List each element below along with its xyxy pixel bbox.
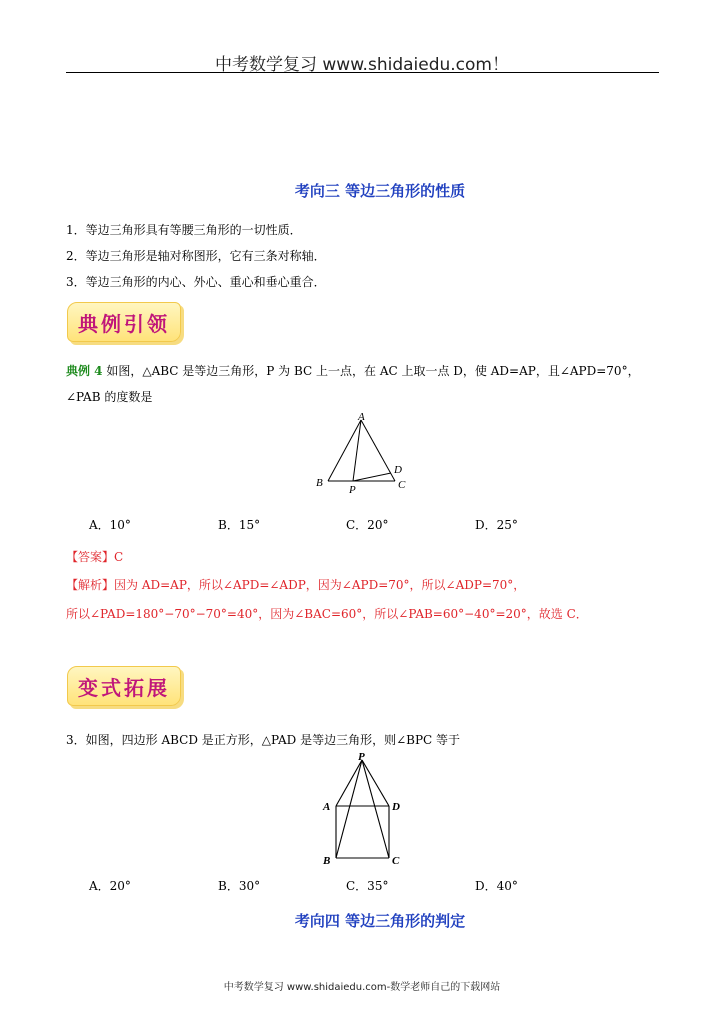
example4-question-line2: ∠PAB 的度数是	[66, 390, 153, 404]
footer-text: 中考数学复习 www.shidaiedu.com-数学老师自己的下载网站	[223, 982, 501, 993]
example4-question-text: 如图，△ABC 是等边三角形，P 为 BC 上一点，在 AC 上取一点 D，使 AD=AP，且∠APD=70°，	[102, 364, 640, 378]
example-banner: 典例引领	[67, 302, 181, 342]
example4-option-b: B．15°	[218, 518, 261, 532]
label-d: D	[392, 801, 400, 813]
exercise3-option-d: D．40°	[475, 879, 518, 893]
label-a: A	[323, 801, 331, 813]
label-c: C	[392, 855, 400, 867]
label-d: D	[394, 464, 402, 476]
property-point-3: 3．等边三角形的内心、外心、重心和垂心重合．	[66, 275, 326, 289]
header-title: 中考数学复习 www.shidaiedu.com！	[215, 55, 509, 75]
example4-option-a: A．10°	[89, 518, 131, 532]
exercise3-option-b: B．30°	[218, 879, 261, 893]
example4-question-line1	[66, 362, 640, 379]
exercise3-option-c: C．35°	[346, 879, 389, 893]
example4-analysis-line1: 【解析】因为 AD=AP，所以∠APD=∠ADP，因为∠APD=70°，所以∠ADP=70°，	[66, 578, 526, 592]
label-p: P	[349, 484, 356, 496]
variant-banner: 变式拓展	[67, 666, 181, 706]
property-point-1: 1．等边三角形具有等腰三角形的一切性质．	[66, 223, 302, 237]
property-point-2: 2．等边三角形是轴对称图形，它有三条对称轴．	[66, 249, 326, 263]
label-a: A	[358, 411, 365, 423]
example4-option-c: C．20°	[346, 518, 389, 532]
exercise3-question: 3．如图，四边形 ABCD 是正方形，△PAD 是等边三角形，则∠BPC 等于	[66, 733, 461, 747]
triangle-abc-figure	[310, 408, 415, 496]
header-divider	[66, 72, 659, 73]
example4-label: 典例 4	[66, 364, 103, 378]
example4-analysis-line2: 所以∠PAD=180°−70°−70°=40°，因为∠BAC=60°，所以∠PAB=60°−40°=20°，故选 C．	[66, 607, 588, 621]
section-title-3: 考向三 等边三角形的性质	[294, 182, 466, 200]
section-title-4: 考向四 等边三角形的判定	[294, 912, 466, 930]
label-b: B	[323, 855, 331, 867]
label-b: B	[316, 477, 323, 489]
label-c: C	[398, 479, 406, 491]
example4-option-d: D．25°	[475, 518, 518, 532]
exercise3-option-a: A．20°	[89, 879, 131, 893]
label-p: P	[358, 751, 365, 763]
example4-answer: 【答案】C	[66, 550, 124, 564]
square-triangle-figure	[318, 748, 408, 868]
